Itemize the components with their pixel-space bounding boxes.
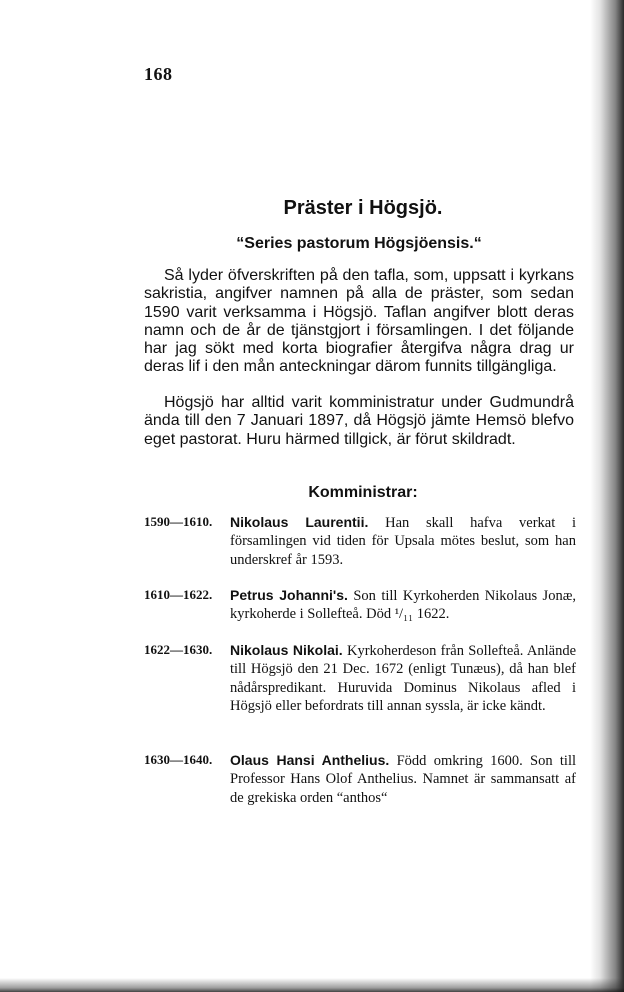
entry-text: Han skall hafva verkat i församlingen vid tiden för Upsala mötes beslut, som han underskref år 1593. <box>230 515 577 568</box>
paragraph-history: Högsjö har alltid varit komministratur under Gudmundrå ända till den 7 Januari 1897, då Högsjö jämte Hemsö blefvo eget pastorat. Huru härmed tillgick, är förut skildradt. <box>144 394 574 448</box>
list-item <box>144 641 576 715</box>
entry-body <box>230 586 576 624</box>
entry-name: Petrus Johanni's. <box>230 587 348 603</box>
entry-name: Nikolaus Laurentii. <box>230 514 369 530</box>
entry-years: 1590—1610. <box>144 514 213 529</box>
entry-body <box>230 641 576 715</box>
entry-years: 1622—1630. <box>144 642 213 657</box>
entry-text: Kyrkoherdeson från Sollefteå. Anlände till Högsjö den 21 Dec. 1672 (enligt Tunæus), då han blef nådårspredikant. Huruvida Dominus Nikolaus afled i Högsjö eller befordrats till annan syssla, är icke kändt. <box>230 643 577 714</box>
paragraph-intro: Så lyder öfverskriften på den tafla, som, uppsatt i kyrkans sakristia, angifver namnen på alla de präster, som sedan 1590 varit verksamma i Högsjö. Taflan angifver blott deras namn och de år de tjänstgjort i församlingen. I det följande har jag sökt med korta biografier återgifva några drag ur deras lif i den mån anteckningar därom funnits tillgängliga. <box>144 267 574 376</box>
entry-years: 1630—1640. <box>144 752 213 767</box>
section-heading-komministrar: Komministrar: <box>308 484 418 501</box>
page-number: 168 <box>144 64 173 84</box>
list-item <box>144 586 576 624</box>
entry-text: Son till Kyrkoherden Nikolaus Jonæ, kyrkoherde i Sollefteå. Död ¹/₁₁ 1622. <box>230 588 577 623</box>
list-item <box>144 513 576 569</box>
page-title: Präster i Högsjö. <box>283 197 443 219</box>
entry-name: Nikolaus Nikolai. <box>230 642 343 658</box>
subtitle: “Series pastorum Högsjöensis.“ <box>236 235 482 252</box>
page-edge-shadow <box>590 0 624 992</box>
page-bottom-shadow <box>0 978 624 992</box>
entry-text: Född omkring 1600. Son till Professor Hans Olof Anthelius. Namnet är sammansatt af de grekiska orden “anthos“ <box>230 753 576 806</box>
entry-body <box>230 751 576 807</box>
entry-years: 1610—1622. <box>144 587 213 602</box>
list-item <box>144 751 576 807</box>
entry-body <box>230 513 576 569</box>
entry-name: Olaus Hansi Anthelius. <box>230 752 390 768</box>
